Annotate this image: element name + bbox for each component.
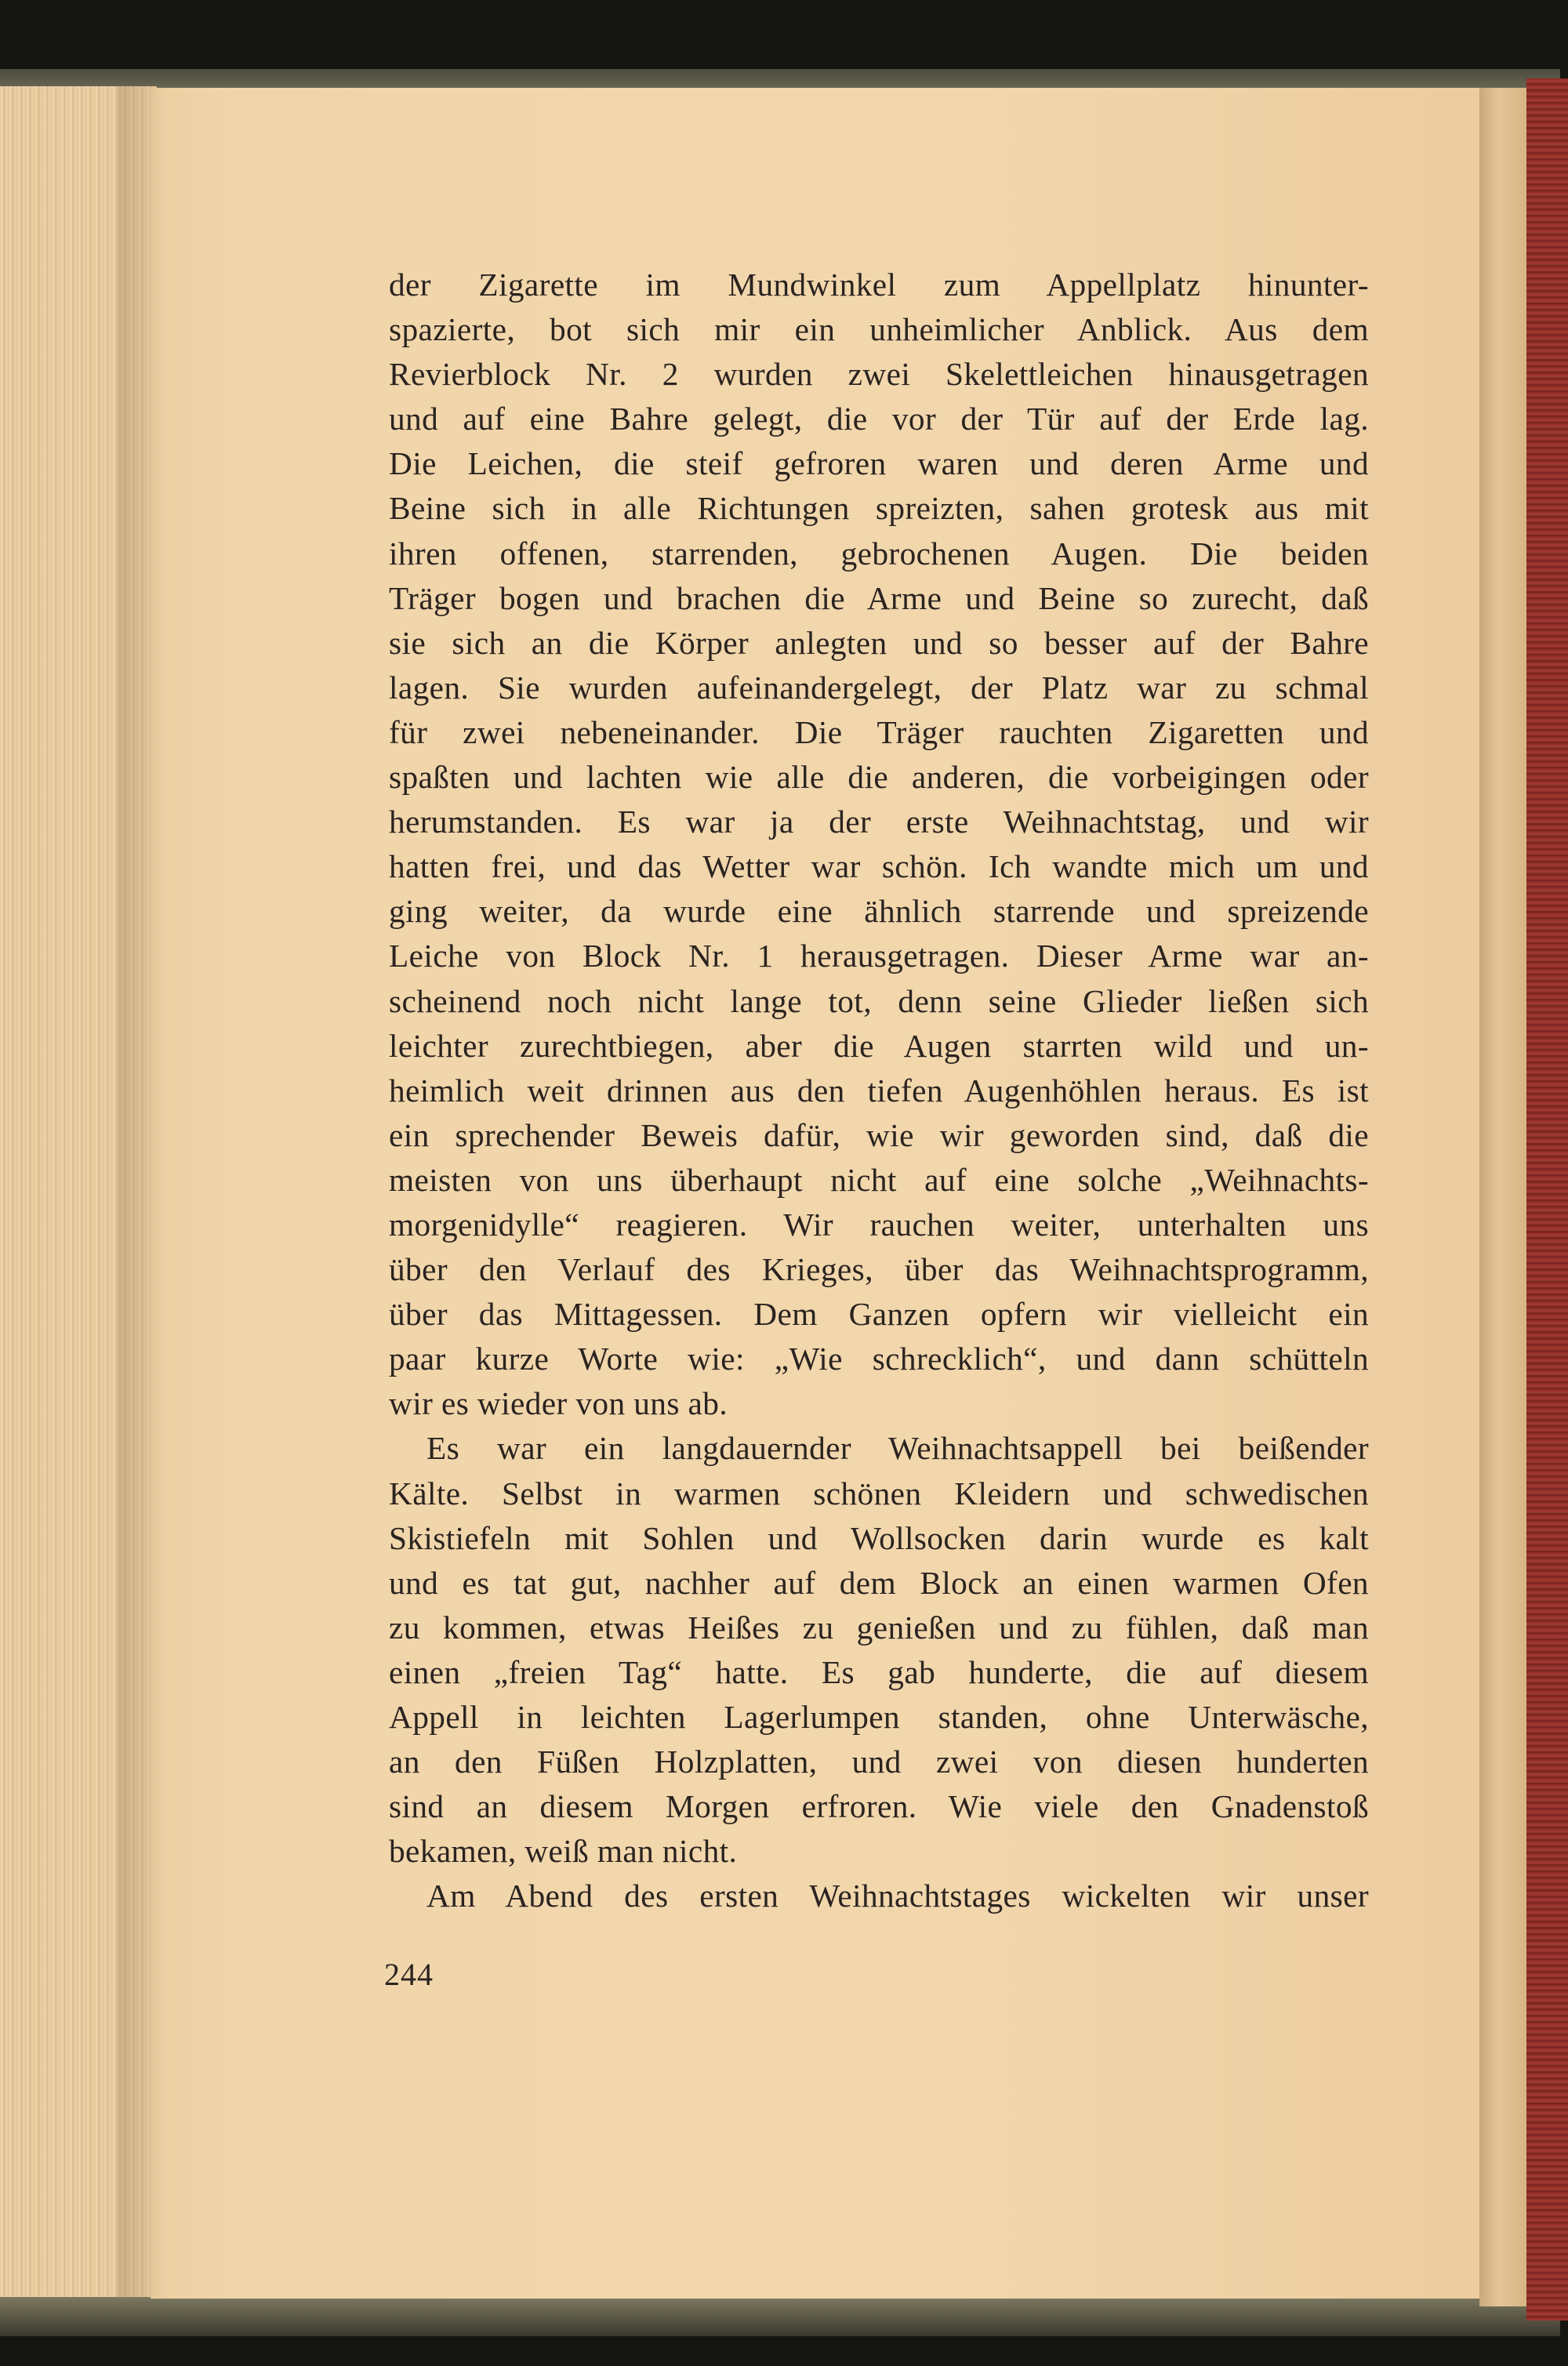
text-line: einen „freien Tag“ hatte. Es gab hunderte, die auf diesem xyxy=(389,1653,1369,1690)
text-line: ein sprechender Beweis dafür, wie wir geworden sind, daß die xyxy=(389,1116,1369,1153)
red-page-edge xyxy=(1526,78,1568,2321)
text-line: Träger bogen und brachen die Arme und Beine so zurecht, daß xyxy=(389,579,1369,616)
text-line: Revierblock Nr. 2 wurden zwei Skelettleichen hinausgetragen xyxy=(389,356,1369,393)
text-line: Appell in leichten Lagerlumpen standen, ohne Unterwäsche, xyxy=(389,1699,1369,1735)
text-line: und es tat gut, nachher auf dem Block an einen warmen Ofen xyxy=(389,1564,1369,1601)
text-line: Kälte. Selbst in warmen schönen Kleidern und schwedischen xyxy=(389,1475,1369,1511)
text-line: und auf eine Bahre gelegt, die vor der Tür auf der Erde lag. xyxy=(389,401,1369,437)
text-line: ihren offenen, starrenden, gebrochenen Augen. Die beiden xyxy=(389,535,1369,572)
text-line: herumstanden. Es war ja der erste Weihnachtstag, und wir xyxy=(389,804,1369,840)
gutter-shadow xyxy=(118,86,165,2297)
body-text xyxy=(389,263,1369,1918)
text-line: der Zigarette im Mundwinkel zum Appellplatz hinunter- xyxy=(389,267,1369,303)
text-line: wir es wieder von uns ab. xyxy=(389,1385,728,1422)
text-line: spazierte, bot sich mir ein unheimlicher Anblick. Aus dem xyxy=(389,311,1369,348)
text-line: zu kommen, etwas Heißes zu genießen und zu fühlen, daß man xyxy=(389,1609,1369,1646)
text-line: Skistiefeln mit Sohlen und Wollsocken darin wurde es kalt xyxy=(389,1519,1369,1556)
text-line: Am Abend des ersten Weihnachtstages wickelten wir unser xyxy=(426,1878,1369,1914)
text-line: spaßten und lachten wie alle die anderen, die vorbeigingen oder xyxy=(389,759,1369,796)
text-line: heimlich weit drinnen aus den tiefen Augenhöhlen heraus. Es ist xyxy=(389,1072,1369,1109)
text-line: hatten frei, und das Wetter war schön. Ich wandte mich um und xyxy=(389,848,1369,885)
text-line: Beine sich in alle Richtungen spreizten, sahen grotesk aus mit xyxy=(389,490,1369,527)
text-line: für zwei nebeneinander. Die Träger rauchten Zigaretten und xyxy=(389,713,1369,750)
page-number: 244 xyxy=(384,1957,434,1992)
text-line: über das Mittagessen. Dem Ganzen opfern wir vielleicht ein xyxy=(389,1296,1369,1333)
text-line: bekamen, weiß man nicht. xyxy=(389,1833,738,1870)
text-line: ging weiter, da wurde eine ähnlich starrende und spreizende xyxy=(389,893,1369,930)
text-line: über den Verlauf des Krieges, über das Weihnachtsprogramm, xyxy=(389,1251,1369,1288)
text-line: Es war ein langdauernder Weihnachtsappell bei beißender xyxy=(426,1430,1369,1467)
text-line: Leiche von Block Nr. 1 herausgetragen. Dieser Arme war an- xyxy=(389,938,1369,974)
text-line: morgenidylle“ reagieren. Wir rauchen weiter, unterhalten uns xyxy=(389,1206,1369,1243)
text-line: scheinend noch nicht lange tot, denn seine Glieder ließen sich xyxy=(389,982,1369,1019)
text-line: Die Leichen, die steif gefroren waren und deren Arme und xyxy=(389,445,1369,482)
text-line: sind an diesem Morgen erfroren. Wie viele den Gnadenstoß xyxy=(389,1788,1369,1825)
facing-page-edge xyxy=(1479,88,1526,2306)
text-line: lagen. Sie wurden aufeinandergelegt, der Platz war zu schmal xyxy=(389,669,1369,706)
text-line: sie sich an die Körper anlegten und so besser auf der Bahre xyxy=(389,624,1369,661)
text-line: paar kurze Worte wie: „Wie schrecklich“, und dann schütteln xyxy=(389,1341,1369,1377)
text-line: an den Füßen Holzplatten, und zwei von diesen hunderten xyxy=(389,1744,1369,1780)
text-line: leichter zurechtbiegen, aber die Augen starrten wild und un- xyxy=(389,1027,1369,1064)
text-line: meisten von uns überhaupt nicht auf eine solche „Weihnachts- xyxy=(389,1161,1369,1198)
